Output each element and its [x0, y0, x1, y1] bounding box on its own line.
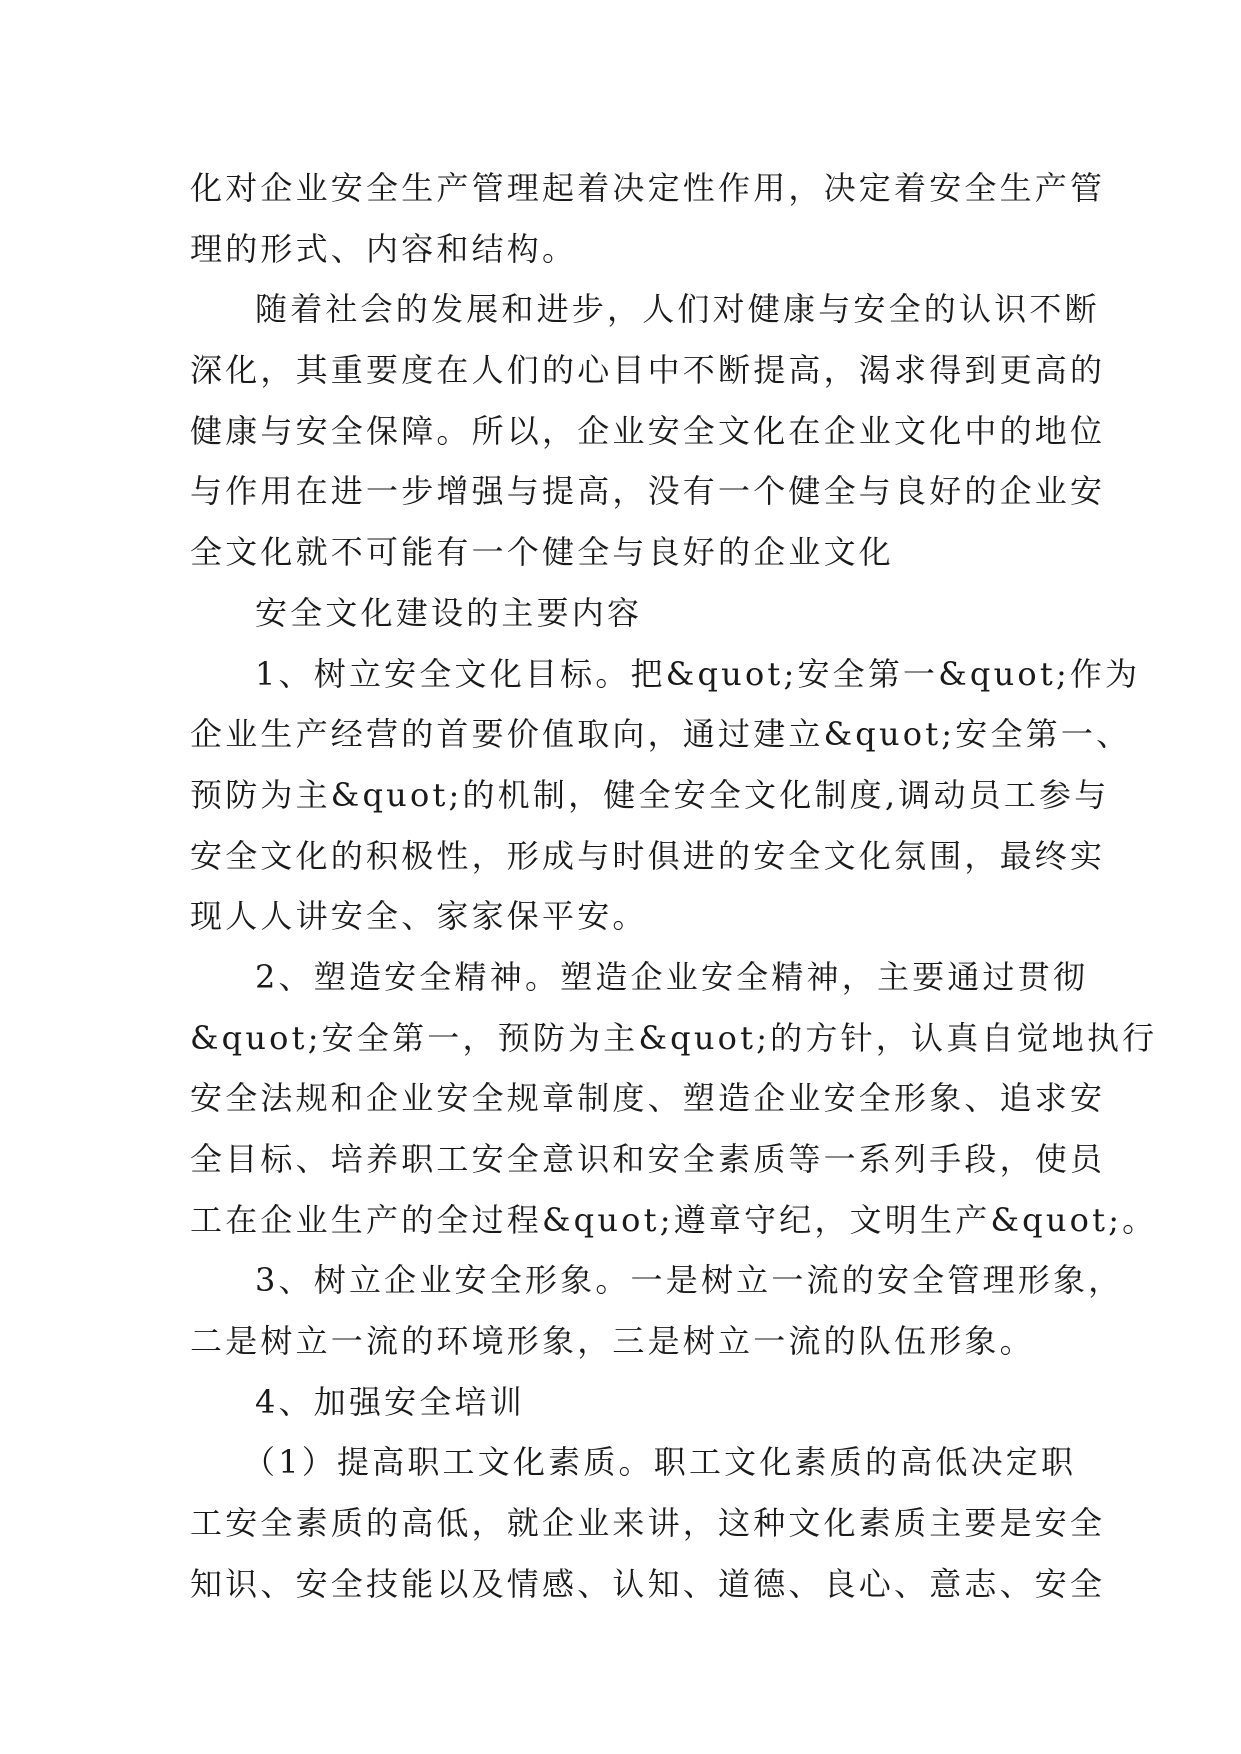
text-line: 工安全素质的高低，就企业来讲，这种文化素质主要是安全 [190, 1504, 1106, 1543]
text-line: 深化，其重要度在人们的心目中不断提高，渴求得到更高的 [190, 351, 1106, 390]
paragraph-start: 3、树立企业安全形象。一是树立一流的安全管理形象， [255, 1261, 1124, 1300]
text-line: 与作用在进一步增强与提高，没有一个健全与良好的企业安 [190, 472, 1106, 511]
paragraph-start: 2、塑造安全精神。塑造企业安全精神，主要通过贯彻 [255, 957, 1089, 996]
section-heading: 4、加强安全培训 [255, 1382, 525, 1421]
text-line: 理的形式、内容和结构。 [190, 229, 578, 268]
text-line: 健康与安全保障。所以，企业安全文化在企业文化中的地位 [190, 411, 1106, 450]
text-line: 企业生产经营的首要价值取向，通过建立&quot;安全第一、 [190, 715, 1132, 754]
paragraph-start: （1）提高职工文化素质。职工文化素质的高低决定职 [243, 1443, 1077, 1482]
text-line: 工在企业生产的全过程&quot;遵章守纪，文明生产&quot;。 [190, 1200, 1158, 1239]
text-line: 知识、安全技能以及情感、认知、道德、良心、意志、安全 [190, 1564, 1106, 1603]
section-heading: 安全文化建设的主要内容 [255, 593, 643, 632]
document-body [190, 158, 1158, 1615]
paragraph-start: 1、树立安全文化目标。把&quot;安全第一&quot;作为 [255, 654, 1141, 693]
text-line: 安全法规和企业安全规章制度、塑造企业安全形象、追求安 [190, 1079, 1106, 1118]
text-line: &quot;安全第一，预防为主&quot;的方针，认真自觉地执行 [190, 1018, 1158, 1057]
text-line: 现人人讲安全、家家保平安。 [190, 897, 648, 936]
text-line: 二是树立一流的环境形象，三是树立一流的队伍形象。 [190, 1322, 1035, 1361]
text-line: 全目标、培养职工安全意识和安全素质等一系列手段，使员 [190, 1140, 1106, 1178]
text-line: 全文化就不可能有一个健全与良好的企业文化 [190, 533, 895, 572]
paragraph-start: 随着社会的发展和进步，人们对健康与安全的认识不断 [255, 290, 1100, 329]
text-line: 预防为主&quot;的机制，健全安全文化制度,调动员工参与 [190, 775, 1110, 814]
text-line: 安全文化的积极性，形成与时俱进的安全文化氛围，最终实 [190, 836, 1106, 875]
text-line: 化对企业安全生产管理起着决定性作用，决定着安全生产管 [190, 169, 1106, 207]
